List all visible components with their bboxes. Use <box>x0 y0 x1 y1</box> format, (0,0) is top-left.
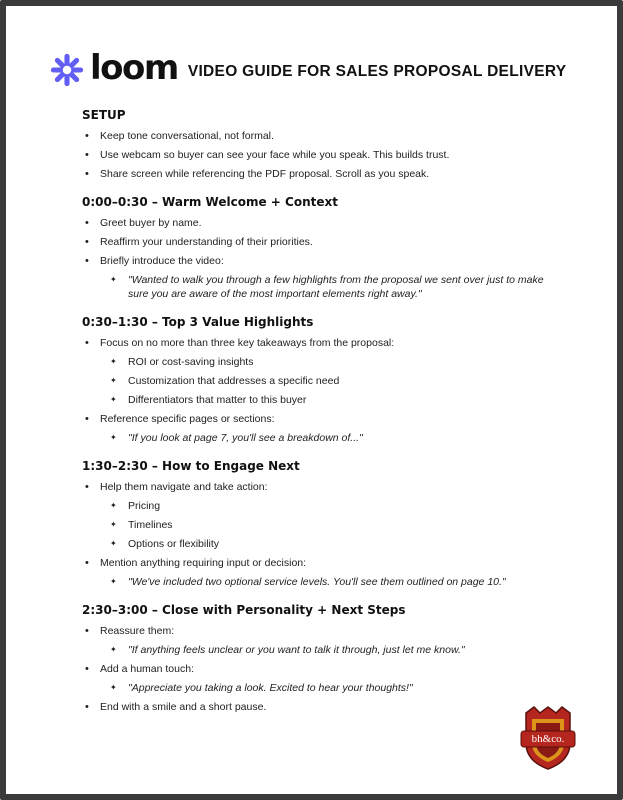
bullet-item <box>82 700 552 714</box>
sub-item: ✦ Timelines <box>100 518 552 532</box>
section-heading: 0:30–1:30 – Top 3 Value Highlights <box>82 315 314 329</box>
section <box>82 458 552 589</box>
section <box>82 194 552 301</box>
sub-item: ✦ Differentiators that matter to this buyer <box>100 393 552 407</box>
bullet-item <box>82 167 552 181</box>
section <box>82 314 552 445</box>
sub-list <box>100 575 552 589</box>
bullet-list <box>82 129 552 181</box>
bullet-item <box>82 412 552 445</box>
bullet-item <box>82 254 552 301</box>
section <box>82 107 552 181</box>
brand-wordmark: loom <box>90 48 178 88</box>
bullet-text: Keep tone conversational, not formal. <box>100 130 274 142</box>
bullet-text: Help them navigate and take action: <box>100 481 268 493</box>
bullet-text: Use webcam so buyer can see your face while you speak. This builds trust. <box>100 149 450 161</box>
section-heading: 1:30–2:30 – How to Engage Next <box>82 459 300 473</box>
bullet-text: Greet buyer by name. <box>100 217 202 229</box>
section-heading: SETUP <box>82 108 126 122</box>
document-header <box>50 50 566 90</box>
bullet-text: Reaffirm your understanding of their priorities. <box>100 236 313 248</box>
bullet-item <box>82 336 552 407</box>
sub-list <box>100 643 552 657</box>
bullet-text: Add a human touch: <box>100 663 194 675</box>
bullet-item <box>82 624 552 657</box>
section-heading: 0:00–0:30 – Warm Welcome + Context <box>82 195 338 209</box>
bullet-text: Focus on no more than three key takeaways from the proposal: <box>100 337 395 349</box>
bullet-item <box>82 556 552 589</box>
badge-text: bh&co. <box>531 733 565 745</box>
document-page <box>6 6 617 794</box>
bullet-item <box>82 662 552 695</box>
bullet-item <box>82 148 552 162</box>
section <box>82 602 552 714</box>
bullet-text: Reference specific pages or sections: <box>100 413 275 425</box>
bullet-item <box>82 129 552 143</box>
bullet-list <box>82 480 552 589</box>
loom-burst-icon <box>50 53 84 87</box>
bullet-item <box>82 480 552 551</box>
bullet-item <box>82 216 552 230</box>
sub-item: ✦ Options or flexibility <box>100 537 552 551</box>
bullet-text: Reassure them: <box>100 625 175 637</box>
document-title: VIDEO GUIDE FOR SALES PROPOSAL DELIVERY <box>187 63 567 80</box>
sub-item: ✦ "If anything feels unclear or you want to talk it through, just let me know." <box>100 643 552 657</box>
sub-item: ✦ "Wanted to walk you through a few highlights from the proposal we sent over just to make sure you are aware of the most important elements right away." <box>100 273 552 301</box>
sub-item: ✦ "If you look at page 7, you'll see a breakdown of..." <box>100 431 552 445</box>
bh-co-badge <box>520 705 576 771</box>
bullet-list <box>82 216 552 301</box>
bullet-list <box>82 624 552 714</box>
bullet-text: Mention anything requiring input or decision: <box>100 557 307 569</box>
sub-item: ✦ "We've included two optional service levels. You'll see them outlined on page 10." <box>100 575 552 589</box>
sub-item: ✦ Customization that addresses a specific need <box>100 374 552 388</box>
bullet-text: Briefly introduce the video: <box>100 255 224 267</box>
bullet-list <box>82 336 552 445</box>
sub-list <box>100 273 552 301</box>
sub-item: ✦ Pricing <box>100 499 552 513</box>
guide-content <box>82 107 552 727</box>
sub-list <box>100 499 552 551</box>
bullet-text: End with a smile and a short pause. <box>100 701 267 713</box>
sub-item: ✦ "Appreciate you taking a look. Excited to hear your thoughts!" <box>100 681 552 695</box>
bullet-item <box>82 235 552 249</box>
bullet-text: Share screen while referencing the PDF proposal. Scroll as you speak. <box>100 168 430 180</box>
section-heading: 2:30–3:00 – Close with Personality + Next Steps <box>82 603 406 617</box>
sub-list <box>100 431 552 445</box>
sub-list <box>100 681 552 695</box>
sub-list <box>100 355 552 407</box>
sub-item: ✦ ROI or cost-saving insights <box>100 355 552 369</box>
